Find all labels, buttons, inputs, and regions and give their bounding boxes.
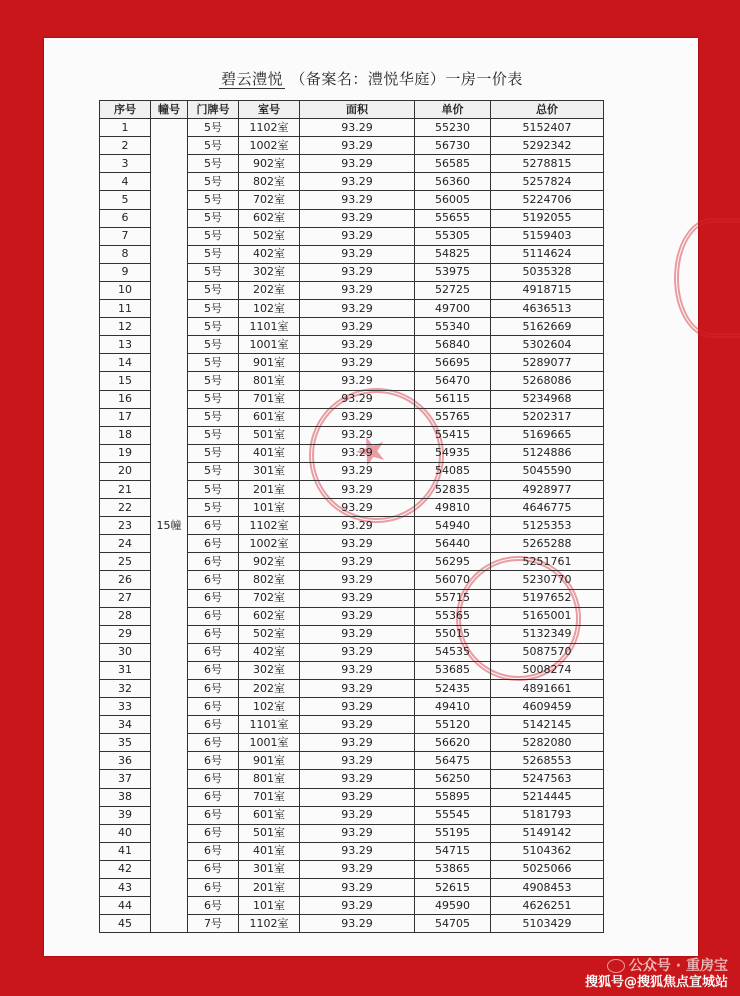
cell-unit-price: 49410 [415,698,491,716]
cell-index: 11 [100,300,151,318]
cell-unit: 6号 [188,589,239,607]
cell-index: 9 [100,263,151,281]
table-body [100,119,604,933]
cell-index: 35 [100,734,151,752]
cell-area: 93.29 [300,462,415,480]
cell-total-price: 4646775 [491,499,604,517]
cell-unit: 5号 [188,499,239,517]
cell-index: 19 [100,444,151,462]
cell-unit: 6号 [188,788,239,806]
cell-index: 38 [100,788,151,806]
cell-room: 702室 [239,191,300,209]
cell-total-price: 5192055 [491,209,604,227]
cell-total-price: 5265288 [491,535,604,553]
cell-area: 93.29 [300,281,415,299]
cell-area: 93.29 [300,734,415,752]
cell-total-price: 5278815 [491,155,604,173]
cell-unit: 5号 [188,119,239,137]
cell-unit: 5号 [188,300,239,318]
cell-index: 10 [100,281,151,299]
cell-unit: 6号 [188,752,239,770]
cell-unit: 5号 [188,444,239,462]
cell-room: 501室 [239,824,300,842]
cell-room: 502室 [239,227,300,245]
cell-area: 93.29 [300,390,415,408]
cell-unit-price: 55895 [415,788,491,806]
cell-unit-price: 55365 [415,607,491,625]
cell-room: 302室 [239,661,300,679]
cell-unit: 6号 [188,625,239,643]
cell-room: 602室 [239,209,300,227]
cell-unit: 6号 [188,517,239,535]
cell-unit-price: 53685 [415,661,491,679]
cell-area: 93.29 [300,191,415,209]
cell-unit-price: 49590 [415,897,491,915]
cell-unit-price: 55545 [415,806,491,824]
cell-total-price: 5234968 [491,390,604,408]
cell-index: 33 [100,698,151,716]
cell-total-price: 5132349 [491,625,604,643]
cell-total-price: 5104362 [491,842,604,860]
cell-room: 201室 [239,879,300,897]
watermark-account: 公众号 · 重房宝 [628,958,728,974]
cell-area: 93.29 [300,318,415,336]
cell-index: 41 [100,842,151,860]
cell-room: 402室 [239,245,300,263]
cell-unit: 6号 [188,535,239,553]
cell-unit-price: 55305 [415,227,491,245]
cell-unit-price: 54715 [415,842,491,860]
cell-room: 1101室 [239,318,300,336]
cell-area: 93.29 [300,480,415,498]
cell-room: 801室 [239,372,300,390]
cell-total-price: 5103429 [491,915,604,933]
cell-area: 93.29 [300,788,415,806]
cell-unit-price: 56470 [415,372,491,390]
price-table [99,100,604,933]
cell-index: 22 [100,499,151,517]
cell-room: 1101室 [239,716,300,734]
cell-area: 93.29 [300,517,415,535]
cell-index: 7 [100,227,151,245]
cell-room: 602室 [239,607,300,625]
cell-room: 701室 [239,390,300,408]
cell-room: 102室 [239,300,300,318]
cell-room: 401室 [239,842,300,860]
cell-index: 14 [100,354,151,372]
cell-total-price: 5202317 [491,408,604,426]
cell-area: 93.29 [300,336,415,354]
cell-unit: 5号 [188,426,239,444]
cell-index: 25 [100,553,151,571]
cell-area: 93.29 [300,300,415,318]
cell-total-price: 4891661 [491,680,604,698]
cell-index: 29 [100,625,151,643]
cell-area: 93.29 [300,643,415,661]
cell-total-price: 5268553 [491,752,604,770]
cell-index: 28 [100,607,151,625]
cell-room: 1102室 [239,517,300,535]
cell-area: 93.29 [300,444,415,462]
header-room: 室号 [239,101,300,119]
cell-area: 93.29 [300,897,415,915]
cell-room: 801室 [239,770,300,788]
cell-unit: 6号 [188,661,239,679]
header-area: 面积 [300,101,415,119]
cell-total-price: 5149142 [491,824,604,842]
cell-unit: 5号 [188,354,239,372]
cell-unit: 6号 [188,860,239,878]
cell-index: 44 [100,897,151,915]
cell-index: 34 [100,716,151,734]
cell-total-price: 5257824 [491,173,604,191]
cell-unit: 6号 [188,770,239,788]
cell-room: 802室 [239,571,300,589]
cell-total-price: 5165001 [491,607,604,625]
cell-total-price: 5268086 [491,372,604,390]
cell-unit: 5号 [188,480,239,498]
cell-unit: 6号 [188,734,239,752]
cell-room: 902室 [239,553,300,571]
cell-unit: 5号 [188,408,239,426]
cell-unit: 6号 [188,842,239,860]
document-page [44,38,698,956]
cell-area: 93.29 [300,607,415,625]
cell-area: 93.29 [300,173,415,191]
watermark-site: 搜狐号@搜狐焦点宣城站 [584,975,728,990]
cell-index: 20 [100,462,151,480]
cell-room: 502室 [239,625,300,643]
cell-index: 45 [100,915,151,933]
cell-unit: 5号 [188,173,239,191]
cell-unit-price: 55230 [415,119,491,137]
cell-unit: 5号 [188,209,239,227]
cell-unit-price: 56620 [415,734,491,752]
header-unit: 门牌号 [188,101,239,119]
header-index: 序号 [100,101,151,119]
table-row [100,119,604,137]
cell-index: 6 [100,209,151,227]
cell-index: 18 [100,426,151,444]
cell-unit-price: 56840 [415,336,491,354]
cell-unit: 5号 [188,281,239,299]
partial-seal [674,218,740,338]
cell-index: 37 [100,770,151,788]
cell-unit-price: 56115 [415,390,491,408]
watermark [585,955,728,990]
cell-unit-price: 56360 [415,173,491,191]
cell-room: 202室 [239,680,300,698]
cell-total-price: 5162669 [491,318,604,336]
cell-unit: 6号 [188,643,239,661]
cell-room: 1001室 [239,336,300,354]
cell-total-price: 5251761 [491,553,604,571]
cell-total-price: 4609459 [491,698,604,716]
cell-unit: 6号 [188,698,239,716]
cell-unit-price: 56585 [415,155,491,173]
cell-unit-price: 54825 [415,245,491,263]
cell-total-price: 5230770 [491,571,604,589]
cell-index: 42 [100,860,151,878]
cell-unit: 6号 [188,879,239,897]
cell-area: 93.29 [300,842,415,860]
cell-unit-price: 49810 [415,499,491,517]
cell-room: 1102室 [239,915,300,933]
cell-total-price: 4636513 [491,300,604,318]
cell-area: 93.29 [300,209,415,227]
cell-unit-price: 55415 [415,426,491,444]
cell-unit-price: 56250 [415,770,491,788]
cell-area: 93.29 [300,680,415,698]
cell-unit-price: 56475 [415,752,491,770]
cell-area: 93.29 [300,426,415,444]
cell-area: 93.29 [300,354,415,372]
cell-index: 1 [100,119,151,137]
cell-index: 12 [100,318,151,336]
cell-unit: 5号 [188,372,239,390]
cell-index: 3 [100,155,151,173]
cell-total-price: 5035328 [491,263,604,281]
cell-total-price: 5125353 [491,517,604,535]
cell-room: 101室 [239,897,300,915]
cell-area: 93.29 [300,372,415,390]
cell-total-price: 5087570 [491,643,604,661]
cell-room: 601室 [239,806,300,824]
cell-total-price: 5045590 [491,462,604,480]
cell-area: 93.29 [300,499,415,517]
cell-index: 8 [100,245,151,263]
cell-index: 4 [100,173,151,191]
cell-total-price: 5159403 [491,227,604,245]
cell-building: 15幢 [151,119,188,933]
cell-room: 702室 [239,589,300,607]
cell-index: 5 [100,191,151,209]
cell-room: 202室 [239,281,300,299]
cell-total-price: 5224706 [491,191,604,209]
cell-unit-price: 53975 [415,263,491,281]
cell-area: 93.29 [300,553,415,571]
cell-unit-price: 52725 [415,281,491,299]
cell-unit: 5号 [188,390,239,408]
cell-room: 301室 [239,462,300,480]
cell-unit-price: 54705 [415,915,491,933]
cell-unit: 5号 [188,227,239,245]
cell-unit: 5号 [188,191,239,209]
cell-unit: 6号 [188,806,239,824]
cell-total-price: 5302604 [491,336,604,354]
cell-area: 93.29 [300,661,415,679]
cell-room: 101室 [239,499,300,517]
table-header-row [100,101,604,119]
cell-total-price: 5008274 [491,661,604,679]
cell-total-price: 5292342 [491,137,604,155]
cell-unit-price: 56695 [415,354,491,372]
cell-area: 93.29 [300,770,415,788]
project-name: 碧云澧悦 [221,70,284,88]
cell-unit-price: 53865 [415,860,491,878]
cell-room: 201室 [239,480,300,498]
cell-unit: 6号 [188,824,239,842]
cell-unit-price: 56440 [415,535,491,553]
wechat-icon [607,959,625,973]
cell-room: 1102室 [239,119,300,137]
cell-total-price: 5025066 [491,860,604,878]
cell-area: 93.29 [300,119,415,137]
cell-index: 13 [100,336,151,354]
cell-area: 93.29 [300,860,415,878]
cell-area: 93.29 [300,625,415,643]
cell-area: 93.29 [300,806,415,824]
cell-unit: 5号 [188,336,239,354]
cell-unit: 5号 [188,263,239,281]
cell-unit-price: 56005 [415,191,491,209]
cell-unit: 5号 [188,137,239,155]
cell-area: 93.29 [300,824,415,842]
cell-unit: 7号 [188,915,239,933]
cell-unit: 6号 [188,607,239,625]
cell-index: 16 [100,390,151,408]
cell-area: 93.29 [300,698,415,716]
cell-unit: 6号 [188,897,239,915]
cell-room: 701室 [239,788,300,806]
cell-unit: 5号 [188,318,239,336]
cell-unit: 5号 [188,155,239,173]
cell-index: 39 [100,806,151,824]
cell-total-price: 5197652 [491,589,604,607]
cell-unit-price: 52835 [415,480,491,498]
cell-total-price: 4908453 [491,879,604,897]
cell-total-price: 4626251 [491,897,604,915]
cell-unit-price: 56730 [415,137,491,155]
cell-unit: 6号 [188,680,239,698]
cell-total-price: 5181793 [491,806,604,824]
cell-area: 93.29 [300,589,415,607]
page-title [44,68,698,89]
cell-unit-price: 55120 [415,716,491,734]
cell-room: 402室 [239,643,300,661]
cell-area: 93.29 [300,571,415,589]
cell-unit: 6号 [188,716,239,734]
cell-area: 93.29 [300,915,415,933]
cell-unit-price: 55195 [415,824,491,842]
cell-room: 501室 [239,426,300,444]
cell-unit: 5号 [188,462,239,480]
cell-total-price: 5169665 [491,426,604,444]
cell-index: 26 [100,571,151,589]
cell-unit-price: 55765 [415,408,491,426]
cell-room: 601室 [239,408,300,426]
cell-room: 1002室 [239,137,300,155]
cell-total-price: 4918715 [491,281,604,299]
header-building: 幢号 [151,101,188,119]
cell-unit-price: 55340 [415,318,491,336]
cell-index: 15 [100,372,151,390]
cell-area: 93.29 [300,263,415,281]
cell-unit-price: 54940 [415,517,491,535]
cell-area: 93.29 [300,752,415,770]
cell-unit: 6号 [188,553,239,571]
cell-unit-price: 52435 [415,680,491,698]
cell-index: 17 [100,408,151,426]
cell-total-price: 5152407 [491,119,604,137]
cell-area: 93.29 [300,245,415,263]
cell-total-price: 4928977 [491,480,604,498]
cell-area: 93.29 [300,227,415,245]
cell-unit-price: 55015 [415,625,491,643]
cell-unit-price: 55715 [415,589,491,607]
cell-room: 1002室 [239,535,300,553]
cell-room: 301室 [239,860,300,878]
cell-room: 902室 [239,155,300,173]
filing-name: （备案名：澧悦华庭）一房一价表 [290,70,523,88]
cell-unit-price: 54935 [415,444,491,462]
header-total-price: 总价 [491,101,604,119]
cell-area: 93.29 [300,716,415,734]
cell-total-price: 5247563 [491,770,604,788]
cell-unit: 6号 [188,571,239,589]
cell-area: 93.29 [300,155,415,173]
cell-unit-price: 55655 [415,209,491,227]
cell-total-price: 5124886 [491,444,604,462]
cell-unit: 5号 [188,245,239,263]
cell-total-price: 5114624 [491,245,604,263]
cell-total-price: 5142145 [491,716,604,734]
cell-index: 24 [100,535,151,553]
cell-unit-price: 56070 [415,571,491,589]
cell-area: 93.29 [300,408,415,426]
cell-room: 1001室 [239,734,300,752]
cell-unit-price: 52615 [415,879,491,897]
cell-room: 302室 [239,263,300,281]
cell-index: 43 [100,879,151,897]
cell-unit-price: 56295 [415,553,491,571]
cell-area: 93.29 [300,137,415,155]
header-unit-price: 单价 [415,101,491,119]
cell-area: 93.29 [300,535,415,553]
cell-unit-price: 49700 [415,300,491,318]
cell-total-price: 5214445 [491,788,604,806]
cell-index: 36 [100,752,151,770]
cell-index: 40 [100,824,151,842]
cell-room: 901室 [239,354,300,372]
cell-room: 802室 [239,173,300,191]
cell-index: 31 [100,661,151,679]
cell-room: 102室 [239,698,300,716]
cell-index: 21 [100,480,151,498]
cell-room: 401室 [239,444,300,462]
cell-index: 23 [100,517,151,535]
cell-unit-price: 54535 [415,643,491,661]
cell-index: 30 [100,643,151,661]
cell-index: 32 [100,680,151,698]
cell-room: 901室 [239,752,300,770]
cell-area: 93.29 [300,879,415,897]
cell-total-price: 5282080 [491,734,604,752]
cell-index: 27 [100,589,151,607]
cell-index: 2 [100,137,151,155]
cell-total-price: 5289077 [491,354,604,372]
cell-unit-price: 54085 [415,462,491,480]
